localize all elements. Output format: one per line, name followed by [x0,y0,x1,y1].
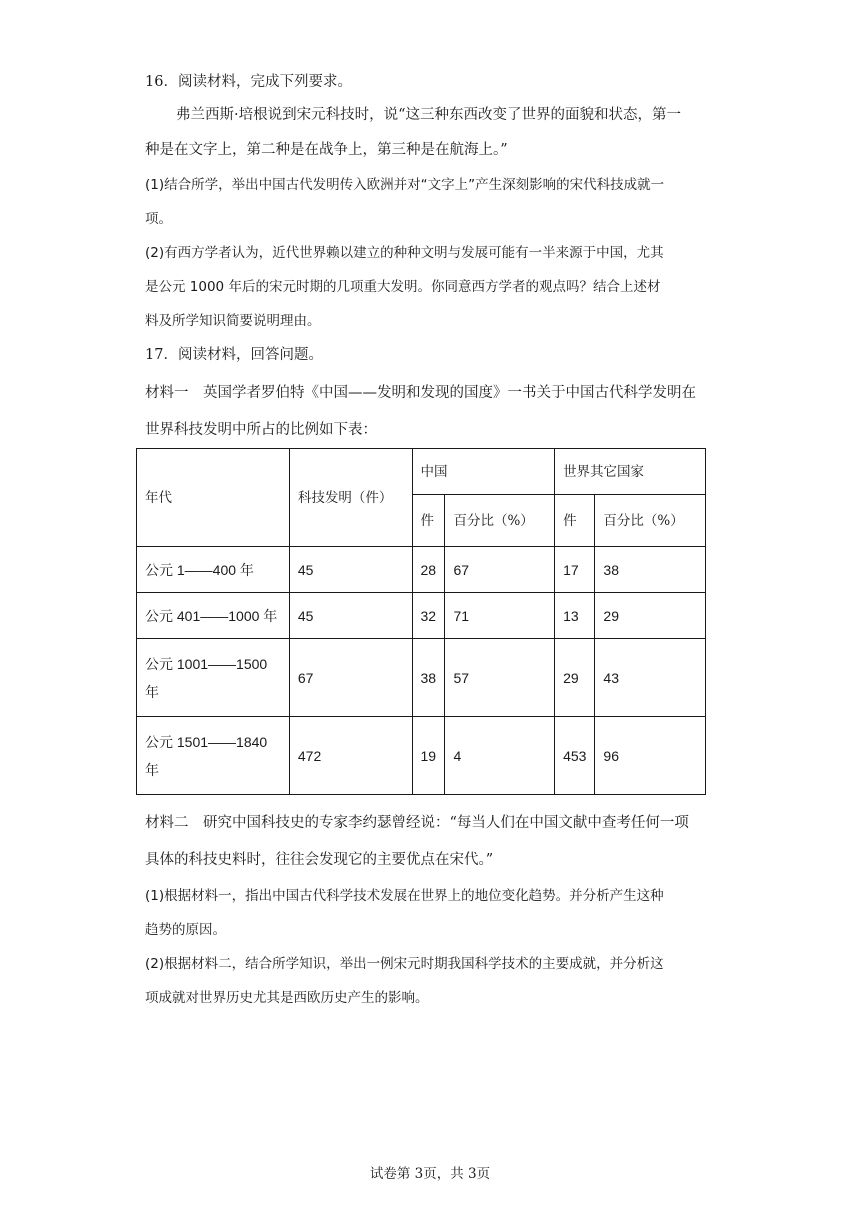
subheader-world-pct: 百分比（%） [595,495,706,547]
q17-part2-line-1: (2)根据材料二，结合所学知识，举出一例宋元时期我国科学技术的主要成就，并分析这 [145,956,664,972]
inventions-table [136,448,706,795]
cell-total: 472 [289,717,412,795]
q16-quote-line-2: 种是在文字上，第二种是在战争上，第三种是在航海上。” [145,142,508,158]
cell-era: 公元 1501——1840 年 [137,717,290,795]
header-world: 世界其它国家 [555,449,706,495]
table-row [137,717,706,795]
page-footer: 试卷第 3页，共 3页 [369,1166,491,1182]
q16-part1-line-1: (1)结合所学，举出中国古代发明传入欧洲并对“文字上”产生深刻影响的宋代科技成就一 [145,177,665,193]
cell-era: 公元 1——400 年 [137,547,290,593]
q16-title: 16．阅读材料，完成下列要求。 [145,74,352,90]
q17-material2-line-2: 具体的科技史料时，往往会发现它的主要优点在宋代。” [145,852,494,868]
table-header-row [137,449,706,495]
cell-world-count: 453 [555,717,595,795]
cell-china-count: 28 [412,547,445,593]
q17-material1-line-1: 材料一 英国学者罗伯特《中国——发明和发现的国度》一书关于中国古代科学发明在 [145,385,696,401]
header-total: 科技发明（件） [289,449,412,547]
table-row [137,547,706,593]
q17-material2-line-1: 材料二 研究中国科技史的专家李约瑟曾经说：“每当人们在中国文献中查考任何一项 [145,815,689,831]
cell-era: 公元 401——1000 年 [137,593,290,639]
cell-china-pct: 71 [445,593,555,639]
cell-china-pct: 4 [445,717,555,795]
cell-china-count: 19 [412,717,445,795]
q16-part2-line-2: 是公元 1000 年后的宋元时期的几项重大发明。你同意西方学者的观点吗？结合上述材 [145,279,661,295]
cell-world-count: 17 [555,547,595,593]
subheader-china-count: 件 [412,495,445,547]
cell-world-count: 13 [555,593,595,639]
q17-part1-line-1: (1)根据材料一，指出中国古代科学技术发展在世界上的地位变化趋势。并分析产生这种 [145,888,664,904]
cell-world-count: 29 [555,639,595,717]
cell-world-pct: 43 [595,639,706,717]
cell-china-count: 38 [412,639,445,717]
cell-total: 45 [289,547,412,593]
q16-part1-line-2: 项。 [145,211,172,227]
q17-material1-line-2: 世界科技发明中所占的比例如下表： [145,422,377,438]
q17-part1-line-2: 趋势的原因。 [145,922,226,938]
q16-part2-line-1: (2)有西方学者认为，近代世界赖以建立的种种文明与发展可能有一半来源于中国，尤其 [145,245,664,261]
cell-china-count: 32 [412,593,445,639]
cell-china-pct: 67 [445,547,555,593]
subheader-world-count: 件 [555,495,595,547]
q17-title: 17．阅读材料，回答问题。 [145,347,323,363]
cell-era: 公元 1001——1500 年 [137,639,290,717]
q17-part2-line-2: 项成就对世界历史尤其是西欧历史产生的影响。 [145,990,429,1006]
cell-total: 45 [289,593,412,639]
cell-world-pct: 96 [595,717,706,795]
header-era: 年代 [137,449,290,547]
cell-world-pct: 29 [595,593,706,639]
q16-part2-line-3: 料及所学知识简要说明理由。 [145,313,321,329]
q16-quote-line-1: 弗兰西斯·培根说到宋元科技时，说“这三种东西改变了世界的面貌和状态，第一 [176,107,682,123]
cell-china-pct: 57 [445,639,555,717]
subheader-china-pct: 百分比（%） [445,495,555,547]
table-row [137,593,706,639]
cell-world-pct: 38 [595,547,706,593]
header-china: 中国 [412,449,555,495]
cell-total: 67 [289,639,412,717]
table-row [137,639,706,717]
